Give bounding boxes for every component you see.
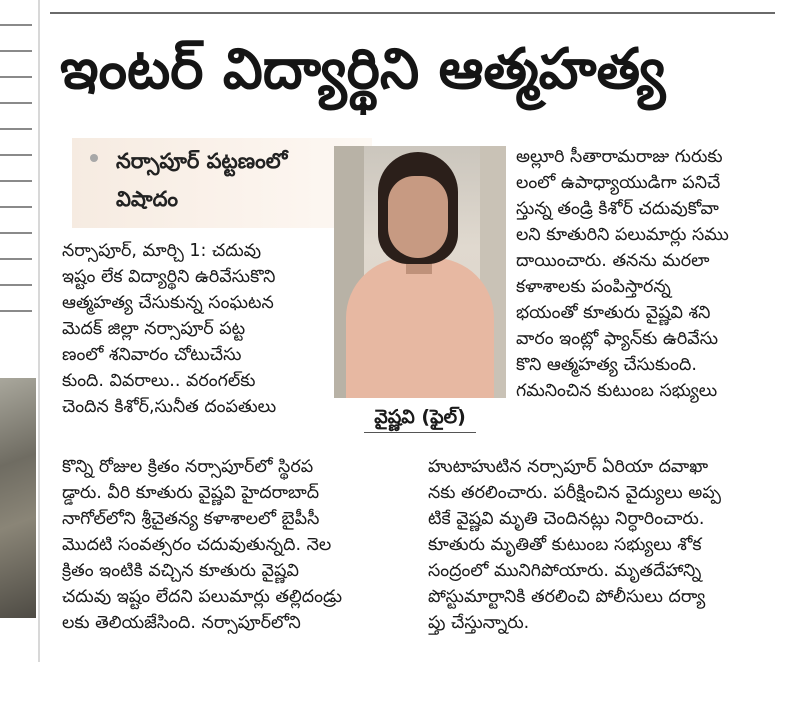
caption-underline [364,432,476,433]
body-line: చెందిన కిశోర్,సునీత దంపతులు [62,397,277,417]
body-line: ప్తు చేస్తున్నారు. [428,613,530,633]
strip-text-line [0,128,32,130]
body-line: కొన్ని రోజుల క్రితం నర్సాపూర్‌లో స్థిరప [62,457,314,477]
strip-text-line [0,180,32,182]
strip-text-line [0,232,32,234]
body-line: అల్లూరి సీతారామరాజు గురుకు [516,147,723,167]
article-photo [334,146,506,398]
body-line: ణంలో శనివారం చోటుచేసు [62,345,242,365]
body-line: లని కూతురిని పలుమార్లు సము [516,225,729,245]
body-line: నాగోల్‌లోని శ్రీచైతన్య కళాశాలలో బైపీసీ [62,509,320,529]
body-line: స్తున్న తండ్రి కిశోర్ చదువుకోవా [516,199,719,219]
body-line: క్రితం ఇంటికి వచ్చిన కూతురు వైష్ణవి [62,561,299,581]
strip-text-line [0,50,32,52]
body-line: డ్డారు. వీరి కూతురు వైష్ణవి హైదరాబాద్ [62,483,320,503]
photo-person-body [346,258,494,398]
body-line: కూతురు మృతితో కుటుంబ సభ్యులు శోక [428,535,702,555]
body-line: లకు తెలియజేసింది. నర్సాపూర్‌లోని [62,613,301,633]
article-headline: ఇంటర్ విద్యార్థిని ఆత్మహత్య [60,37,666,102]
body-line: ఇష్టం లేక విద్యార్థిని ఉరివేసుకొని [62,267,276,287]
body-line: మెదక్ జిల్లా నర్సాపూర్ పట్ట [62,319,246,339]
column-divider [38,0,40,662]
body-line: టికే వైష్ణవి మృతి చెందినట్లు నిర్ధారించారు. [428,509,705,529]
body-line: దాయించారు. తనను మరలా [516,251,710,271]
highlight-text: నర్సాపూర్ పట్టణంలో విషాదం [116,149,288,211]
strip-text-line [0,76,32,78]
strip-text-line [0,24,32,26]
body-line: కొని ఆత్మహత్య చేసుకుంది. [516,355,697,375]
adjacent-article-strip [0,0,38,662]
strip-text-line [0,206,32,208]
top-rule [50,12,775,14]
strip-text-line [0,258,32,260]
strip-text-line [0,154,32,156]
highlight-box [72,138,372,228]
body-line: పోస్టుమార్టానికి తరలించి పోలీసులు దర్యా [428,587,706,607]
body-line: మొదటి సంవత్సరం చదువుతున్నది. నెల [62,535,332,555]
body-line: ఆత్మహత్య చేసుకున్న సంఘటన [62,293,274,313]
body-line: కుంది. వివరాలు.. వరంగల్‌కు [62,371,256,391]
body-line: భయంతో కూతురు వైష్ణవి శని [516,303,711,323]
body-line: సంద్రంలో మునిగిపోయారు. మృతదేహాన్ని [428,561,702,581]
adjacent-photo [0,378,36,618]
body-line: చదువు ఇష్టం లేదని పలుమార్లు తల్లిదండ్రు [62,587,343,607]
photo-person-face [388,176,448,258]
strip-text-line [0,310,32,312]
bullet-icon [90,154,98,162]
body-line: నకు తరలించారు. పరీక్షించిన వైద్యులు అప్ప [428,483,722,503]
body-line: లంలో ఉపాధ్యాయుడిగా పనిచే [516,173,721,193]
strip-text-line [0,102,32,104]
body-line: నర్సాపూర్, మార్చి 1: చదువు [62,241,262,261]
body-line: వారం ఇంట్లో ఫ్యాన్‌కు ఉరివేసు [516,329,719,349]
photo-caption: వైష్ణవి (ఫైల్) [374,406,466,428]
body-line: గమనించిన కుటుంబ సభ్యులు [516,381,718,401]
strip-text-line [0,284,32,286]
body-line: హుటాహుటిన నర్సాపూర్ ఏరియా దవాఖా [428,457,709,477]
body-line: కళాశాలకు పంపిస్తారన్న [516,277,671,297]
